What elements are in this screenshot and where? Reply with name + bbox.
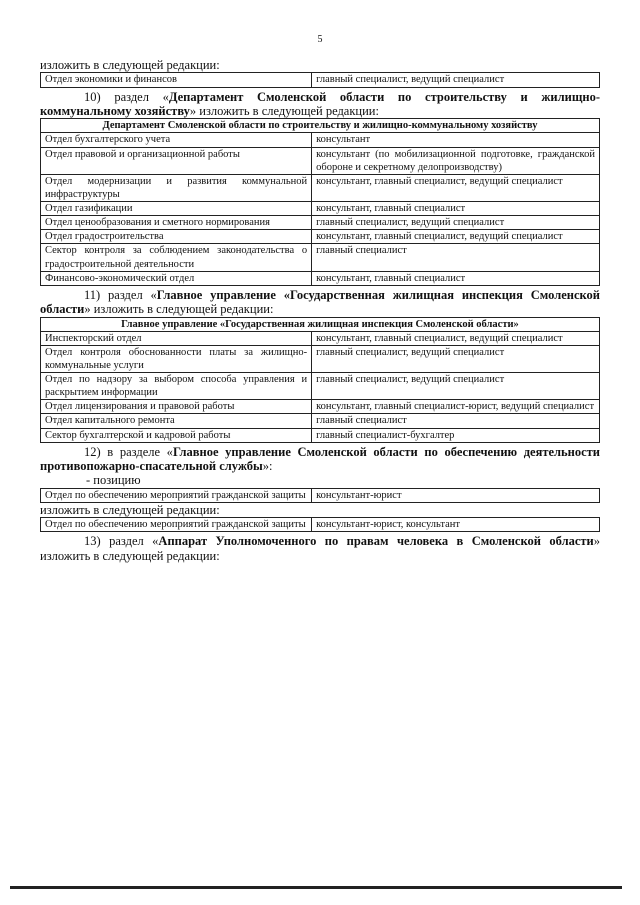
table-row <box>41 244 600 271</box>
positions-cell: главный специалист, ведущий специалист <box>312 345 600 372</box>
positions-cell: консультант, главный специалист-юрист, ведущий специалист <box>312 400 600 414</box>
positions-cell: главный специалист <box>312 244 600 271</box>
department-cell: Отдел модернизации и развития коммунальной инфраструктуры <box>41 174 312 201</box>
table-row <box>41 174 600 201</box>
item-13 <box>40 534 600 563</box>
table-row <box>41 271 600 285</box>
positions-cell: консультант (по мобилизационной подготовке, гражданской обороне и секретному делопроизводству) <box>312 147 600 174</box>
item-10-suffix: » изложить в следующей редакции: <box>189 103 379 118</box>
department-cell: Отдел по обеспечению мероприятий гражданской защиты <box>41 488 312 502</box>
table-civil-defense-old <box>40 488 600 503</box>
positions-cell: консультант-юрист <box>312 488 600 502</box>
department-cell: Отдел градостроительства <box>41 230 312 244</box>
table-header: Департамент Смоленской области по строительству и жилищно-коммунальному хозяйству <box>41 119 600 133</box>
positions-cell: консультант, главный специалист <box>312 271 600 285</box>
table-row <box>41 73 600 87</box>
item-13-suffix: » изложить в следующей редакции: <box>40 534 600 563</box>
department-cell: Отдел по надзору за выбором способа управления и раскрытием информации <box>41 373 312 400</box>
position-label: - позицию <box>86 473 141 488</box>
bottom-rule <box>10 886 622 889</box>
department-cell: Финансово-экономический отдел <box>41 271 312 285</box>
document-body <box>40 58 600 563</box>
restate-text: изложить в следующей редакции: <box>40 502 220 517</box>
table-row <box>41 202 600 216</box>
table-row <box>41 133 600 147</box>
item-12-title: Главное управление Смоленской области по обеспечению деятельности противопожарно-спасательной службы <box>40 444 600 473</box>
positions-cell: главный специалист <box>312 414 600 428</box>
department-cell: Отдел лицензирования и правовой работы <box>41 400 312 414</box>
department-cell: Отдел ценообразования и сметного нормирования <box>41 216 312 230</box>
department-cell: Отдел правовой и организационной работы <box>41 147 312 174</box>
item-12-suffix: »: <box>262 459 273 473</box>
table-row <box>41 428 600 442</box>
positions-cell: главный специалист, ведущий специалист <box>312 216 600 230</box>
item-10 <box>40 90 600 119</box>
table-header: Главное управление «Государственная жилищная инспекция Смоленской области» <box>41 317 600 331</box>
department-cell: Отдел по обеспечению мероприятий гражданской защиты <box>41 518 312 532</box>
item-11-title: Главное управление «Государственная жилищная инспекция Смоленской области <box>40 287 600 317</box>
table-row <box>41 518 600 532</box>
table-economics <box>40 72 600 87</box>
table-housing-inspection <box>40 317 600 443</box>
item-10-title: Департамент Смоленской области по строительству и жилищно-коммунальному хозяйству <box>40 89 600 118</box>
table-row <box>41 331 600 345</box>
department-cell: Сектор бухгалтерской и кадровой работы <box>41 428 312 442</box>
table-row <box>41 414 600 428</box>
positions-cell: консультант, главный специалист, ведущий специалист <box>312 331 600 345</box>
positions-cell: консультант, главный специалист, ведущий специалист <box>312 174 600 201</box>
department-cell: Отдел бухгалтерского учета <box>41 133 312 147</box>
positions-cell: консультант, главный специалист <box>312 202 600 216</box>
item-13-title: Аппарат Уполномоченного по правам человека в Смоленской области <box>158 534 594 549</box>
table-row <box>41 216 600 230</box>
positions-cell: консультант-юрист, консультант <box>312 518 600 532</box>
department-cell: Отдел экономики и финансов <box>41 73 312 87</box>
item-12 <box>40 445 600 474</box>
department-cell: Отдел капитального ремонта <box>41 414 312 428</box>
item-10-prefix: 10) раздел « <box>84 89 169 104</box>
positions-cell: главный специалист, ведущий специалист <box>312 373 600 400</box>
table-department-construction <box>40 118 600 286</box>
item-13-prefix: 13) раздел « <box>84 534 159 549</box>
positions-cell: консультант, главный специалист, ведущий специалист <box>312 230 600 244</box>
table-row <box>41 230 600 244</box>
department-cell: Отдел газификации <box>41 202 312 216</box>
table-row <box>41 345 600 372</box>
positions-cell: консультант <box>312 133 600 147</box>
table-civil-defense-new <box>40 517 600 532</box>
item-11 <box>40 288 600 317</box>
table-row <box>41 400 600 414</box>
page-number: 5 <box>317 34 323 45</box>
department-cell: Отдел контроля обоснованности платы за жилищно-коммунальные услуги <box>41 345 312 372</box>
intro-text: изложить в следующей редакции: <box>40 58 220 72</box>
department-cell: Инспекторский отдел <box>41 331 312 345</box>
item-11-suffix: » изложить в следующей редакции: <box>84 302 274 317</box>
table-row <box>41 147 600 174</box>
table-row <box>41 373 600 400</box>
item-12-prefix: 12) в разделе « <box>84 444 173 459</box>
department-cell: Сектор контроля за соблюдением законодательства о градостроительной деятельности <box>41 244 312 271</box>
item-11-prefix: 11) раздел « <box>84 287 157 302</box>
positions-cell: главный специалист-бухгалтер <box>312 428 600 442</box>
positions-cell: главный специалист, ведущий специалист <box>312 73 600 87</box>
table-row <box>41 488 600 502</box>
